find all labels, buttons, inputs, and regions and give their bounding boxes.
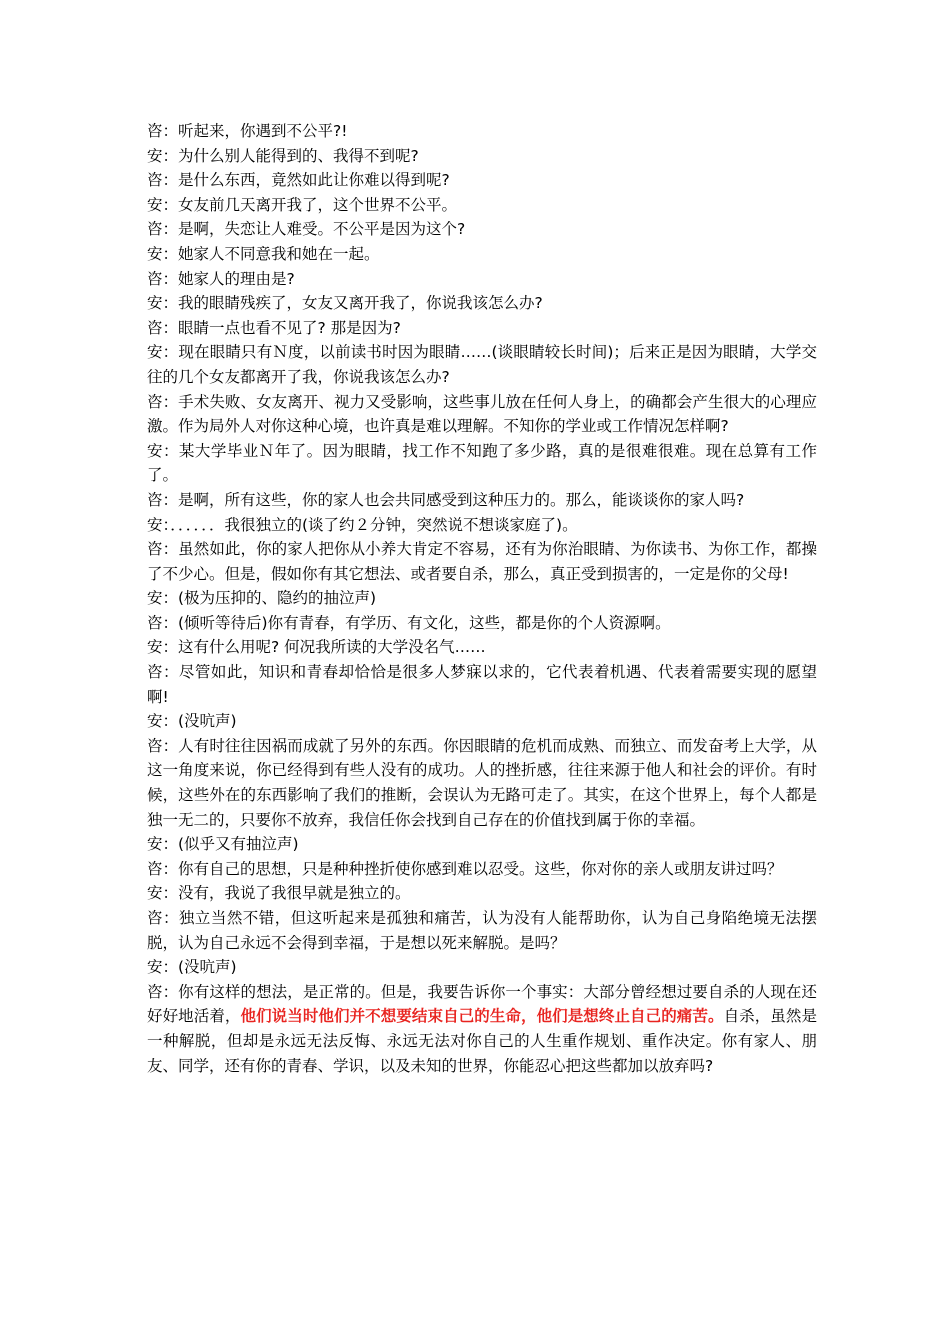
dialogue-line-09: 咨：眼睛一点也看不见了? 那是因为? — [147, 318, 401, 337]
dialogue-line-05: 咨：是啊，失恋让人难受。不公平是因为这个? — [147, 220, 466, 239]
final-paragraph-part1: 咨：你有这样的想法，是正常的。但是，我要告诉你一个事实：大部分曾经想过要自杀的人现在还好好地活着， — [147, 982, 817, 1026]
dialogue-line-06: 安：她家人不同意我和她在一起。 — [147, 244, 380, 263]
dialogue-line-08: 安：我的眼睛残疾了，女友又离开我了，你说我该怎么办? — [147, 294, 543, 313]
dialogue-line-01: 咨：听起来，你遇到不公平?! — [147, 122, 348, 140]
dialogue-line-16: 安：(极为压抑的、隐约的抽泣声) — [147, 589, 377, 608]
final-paragraph-part2: 自杀，虽然是一种解脱，但却是永远无法反悔、永远无法对你自己的人生重作规划、重作决定。你有家人、朋友、同学，还有你的青春、学识，以及未知的世界，你能忍心把这些都加以放弃吗? — [147, 1007, 817, 1075]
dialogue-line-26: 安：(没吭声) — [147, 958, 237, 977]
dialogue-line-23: 咨：你有自己的思想，只是种种挫折使你感到难以忍受。这些，你对你的亲人或朋友讲过吗？ — [147, 859, 783, 878]
dialogue-line-04: 安：女友前几天离开我了，这个世界不公平。 — [147, 195, 458, 214]
dialogue-line-10: 安：现在眼睛只有Ｎ度，以前读书时因为眼睛……(谈眼睛较长时间)；后来正是因为眼睛，大学交往的几个女友都离开了我，你说我该怎么办? — [147, 343, 817, 386]
dialogue-line-17: 咨：(倾听等待后)你有青春，有学历、有文化，这些，都是你的个人资源啊。 — [147, 613, 671, 632]
highlighted-text: 他们说当时他们并不想要结束自己的生命，他们是想终止自己的痛苦。 — [240, 1007, 724, 1026]
dialogue-line-18: 安：这有什么用呢? 何况我所读的大学没名气…… — [147, 638, 486, 657]
dialogue-line-07: 咨：她家人的理由是? — [147, 269, 295, 288]
dialogue-line-19: 咨：尽管如此，知识和青春却恰恰是很多人梦寐以求的，它代表着机遇、代表着需要实现的愿望啊! — [147, 663, 817, 706]
dialogue-line-15: 咨：虽然如此，你的家人把你从小养大肯定不容易，还有为你治眼睛、为你读书、为你工作，都操了不少心。但是，假如你有其它想法、或者要自杀，那么，真正受到损害的，一定是你的父母! — [147, 540, 817, 583]
document-page — [147, 119, 817, 1078]
dialogue-line-11: 咨：手术失败、女友离开、视力又受影响，这些事儿放在任何人身上，的确都会产生很大的心理应激。作为局外人对你这种心境，也许真是难以理解。不知你的学业或工作情况怎样啊? — [147, 392, 817, 436]
dialogue-line-14: 安：．．．．．．我很独立的(谈了约２分钟，突然说不想谈家庭了)。 — [147, 515, 578, 534]
dialogue-line-02: 安：为什么别人能得到的、我得不到呢? — [147, 146, 419, 165]
dialogue-line-21: 咨：人有时往往因祸而成就了另外的东西。你因眼睛的危机而成熟、而独立、而发奋考上大学，从这一角度来说，你已经得到有些人没有的成功。人的挫折感，往往来源于他人和社会的评价。有时候，这些外在的东西影响了我们的推断，会误认为无路可走了。其实，在这个世界上，每个人都是独一无二的，只要你不放弃，我信任你会找到自己存在的价值找到属于你的幸福。 — [147, 736, 817, 829]
dialogue-line-24: 安：没有，我说了我很早就是独立的。 — [147, 884, 411, 903]
dialogue-line-20: 安：(没吭声) — [147, 712, 237, 731]
dialogue-line-25: 咨：独立当然不错，但这听起来是孤独和痛苦，认为没有人能帮助你，认为自己身陷绝境无法摆脱，认为自己永远不会得到幸福，于是想以死来解脱。是吗？ — [147, 909, 817, 952]
final-paragraph — [147, 980, 817, 1078]
dialogue-line-12: 安：某大学毕业Ｎ年了。因为眼睛，找工作不知跑了多少路，真的是很难很难。现在总算有工作了。 — [147, 441, 817, 485]
dialogue-line-13: 咨：是啊，所有这些，你的家人也会共同感受到这种压力的。那么，能谈谈你的家人吗? — [147, 490, 745, 509]
dialogue-line-22: 安：(似乎又有抽泣声) — [147, 835, 299, 854]
dialogue-line-03: 咨：是什么东西，竟然如此让你难以得到呢? — [147, 171, 450, 190]
